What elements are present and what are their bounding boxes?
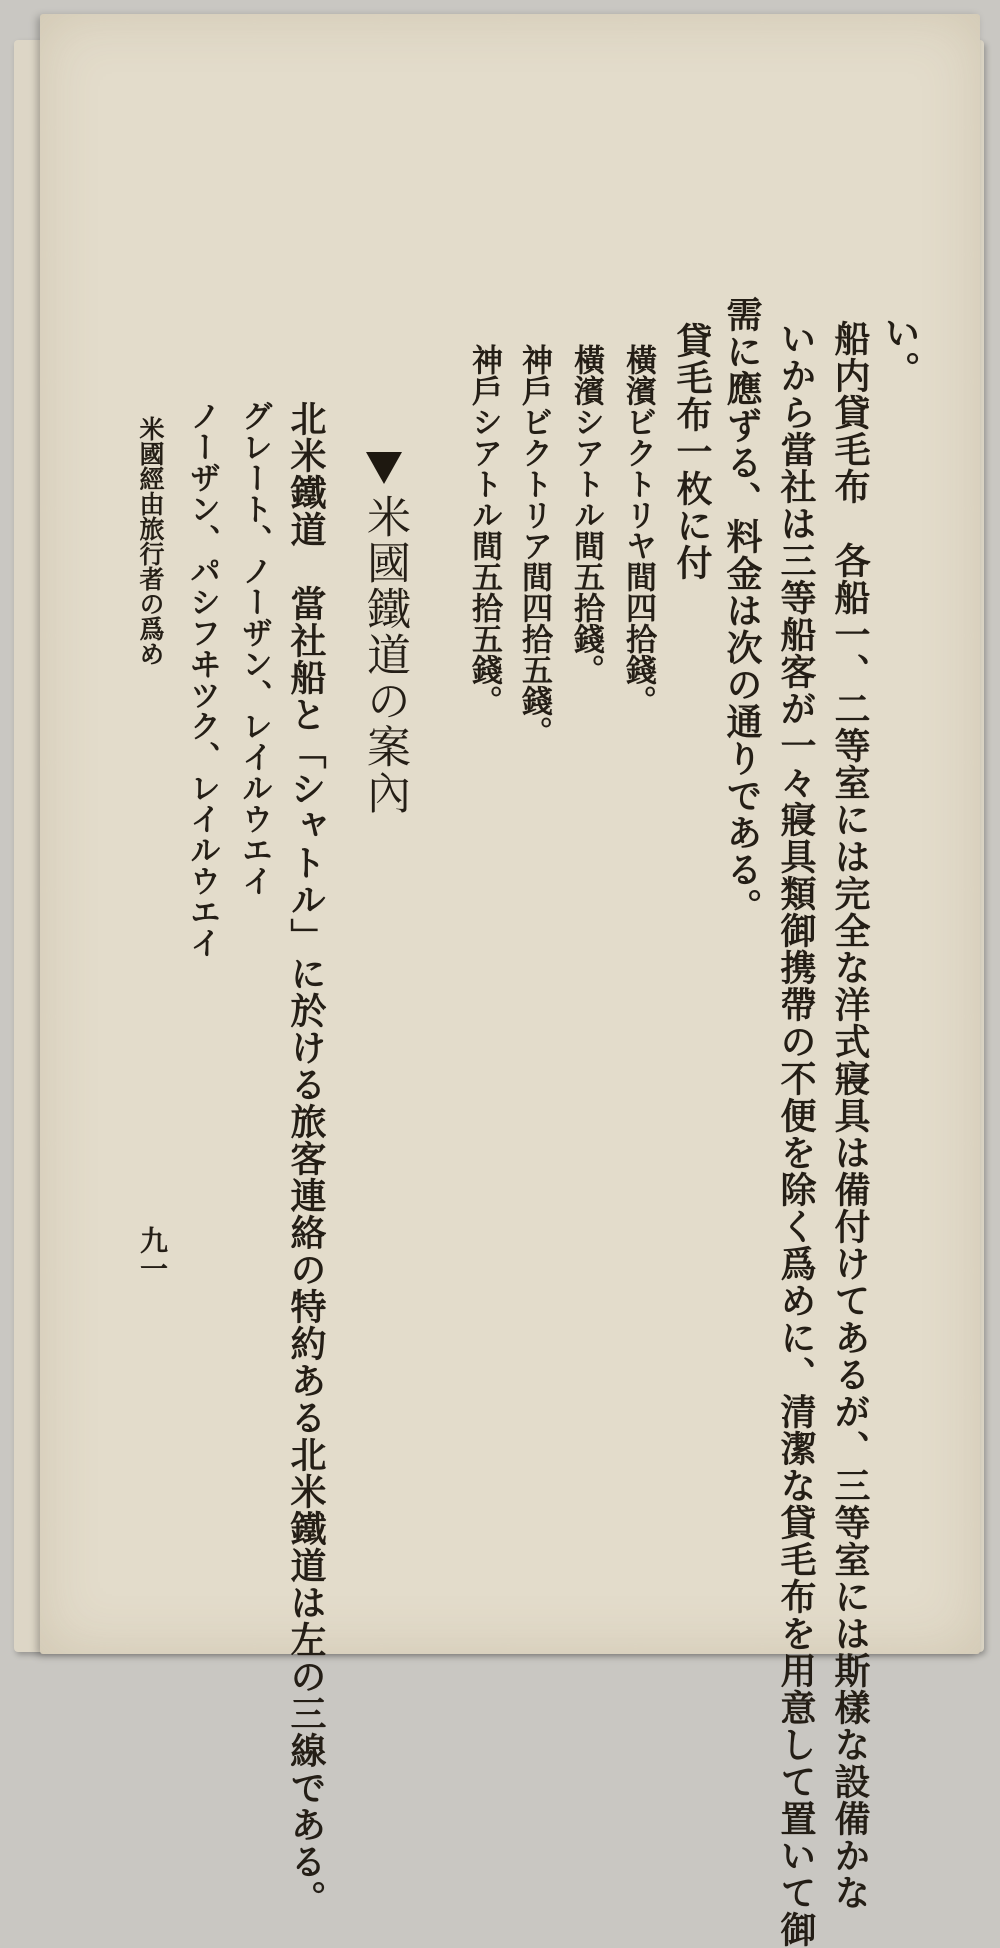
section-line-1: 北米鐵道 當社船と「シャトル」に於ける旅客連絡の特約ある北米鐵道は左の三線である。: [285, 400, 327, 1917]
text-line-4: 需に應ずる、料金は次の通りである。: [721, 296, 763, 925]
running-head: 米國經由旅行者の爲め: [136, 416, 165, 666]
fare-line-1: 橫濱ビクトリヤ間四拾錢。: [620, 344, 656, 716]
page-number: 九一: [136, 1226, 169, 1282]
fare-line-4: 神戶シアトル間五拾五錢。: [466, 344, 502, 716]
section-heading-text: 米國鐵道の案內: [359, 494, 410, 816]
fare-line-3: 神戶ビクトリア間四拾五錢。: [516, 344, 552, 747]
section-heading: [359, 452, 410, 816]
text-line-3: いから當社は三等船客が一々寢具類御携帶の不便を除く爲めに、清潔な貸毛布を用意して置いて御: [775, 320, 817, 1948]
text-line-5: 貸毛布一枚に付: [671, 322, 713, 581]
text-line-1: い。: [879, 314, 921, 388]
fare-line-2: 橫濱シアトル間五拾錢。: [568, 344, 604, 685]
book-page: [40, 14, 980, 1948]
railway-line-2: ノーザン、パシフヰツク、レイルウエイ: [184, 400, 220, 958]
triangle-marker-icon: [366, 452, 402, 484]
railway-line-1: グレート、ノーザン、レイルウエイ: [236, 400, 272, 896]
text-line-2: 船内貸毛布 各船一、二等室には完全な洋式寢具は備付けてあるが、三等室には斯樣な設備かな: [829, 320, 871, 1911]
